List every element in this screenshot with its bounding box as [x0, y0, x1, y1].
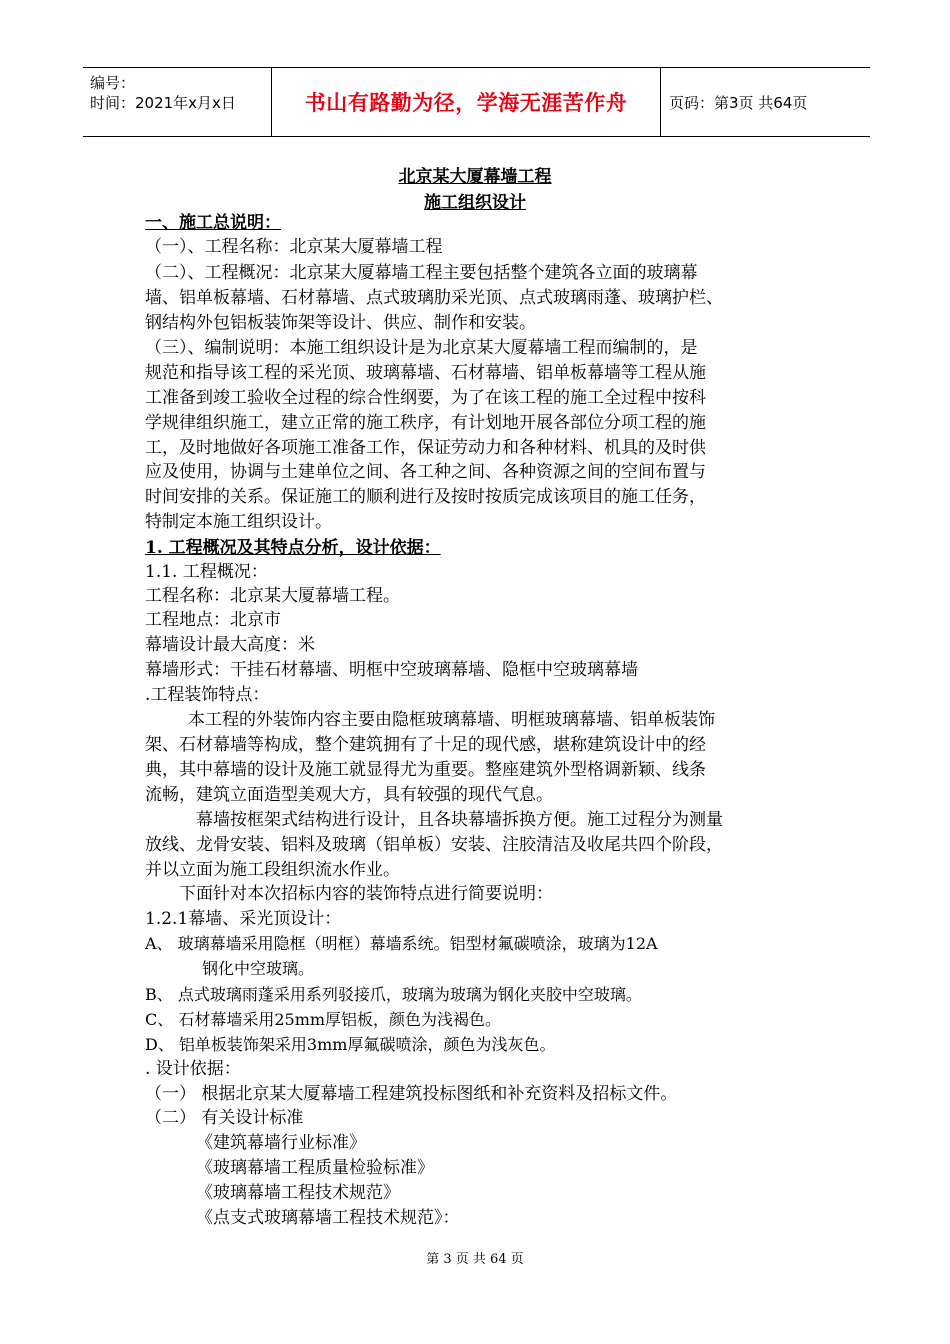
body-line: 流畅，建筑立面造型美观大方，具有较强的现代气息。: [145, 785, 553, 805]
body-line: 典，其中幕墙的设计及施工就显得尤为重要。整座建筑外型格调新颖、线条: [145, 760, 706, 780]
body-line: （二）、工程概况：北京某大厦幕墙工程主要包括整个建筑各立面的玻璃幕: [145, 263, 698, 283]
page-header: [83, 67, 870, 137]
body-line: （三）、编制说明：本施工组织设计是为北京某大厦幕墙工程而编制的，是: [145, 338, 698, 358]
body-line: （一）、工程名称：北京某大厦幕墙工程: [145, 237, 443, 257]
standard-item: 《玻璃幕墙工程技术规范》: [196, 1183, 400, 1203]
standard-item: 《点支式玻璃幕墙工程技术规范》：: [196, 1208, 460, 1228]
body-line: 时间安排的关系。保证施工的顺利进行及按时按质完成该项目的施工任务，: [145, 487, 706, 507]
body-line: 墙、铝单板幕墙、石材幕墙、点式玻璃肋采光顶、点式玻璃雨蓬、玻璃护栏、: [145, 288, 723, 308]
header-motto-cell: [272, 68, 661, 136]
body-line: 下面针对本次招标内容的装饰特点进行简要说明：: [179, 884, 553, 904]
body-line: （一） 根据北京某大厦幕墙工程建筑投标图纸和补充资料及招标文件。: [145, 1084, 678, 1104]
body-line: 并以立面为施工段组织流水作业。: [145, 860, 400, 880]
page-footer: 第 3 页 共 64 页: [426, 1252, 524, 1267]
document-number-label: 编号：: [90, 74, 136, 92]
standard-item: 《建筑幕墙行业标准》: [196, 1133, 366, 1153]
body-line: 架、石材幕墙等构成，整个建筑拥有了十足的现代感，堪称建筑设计中的经: [145, 735, 706, 755]
section-heading-general: 一、施工总说明：: [145, 213, 281, 233]
header-page-info: 页码：第3页 共64页: [669, 93, 808, 112]
document-title: 北京某大厦幕墙工程: [398, 167, 552, 187]
body-line: 1.2.1幕墙、采光顶设计：: [145, 909, 342, 929]
body-line: 幕墙按框架式结构进行设计，且各块幕墙拆换方便。施工过程分为测量: [196, 810, 723, 830]
body-line: 幕墙设计最大高度：米: [145, 635, 315, 655]
body-line: 规范和指导该工程的采光顶、玻璃幕墙、石材幕墙、铝单板幕墙等工程从施: [145, 363, 706, 383]
body-line: 应及使用，协调与土建单位之间、各工种之间、各种资源之间的空间布置与: [145, 462, 706, 482]
list-item: B、 点式玻璃雨蓬采用系列驳接爪，玻璃为玻璃为钢化夹胶中空玻璃。: [145, 985, 642, 1004]
list-item: D、 铝单板装饰架采用3mm厚氟碳喷涂，颜色为浅灰色。: [145, 1035, 556, 1054]
section-heading-overview: 1. 工程概况及其特点分析，设计依据：: [145, 538, 441, 558]
document-date: 时间：2021年x月x日: [90, 94, 236, 112]
standard-item: 《玻璃幕墙工程质量检验标准》: [196, 1158, 434, 1178]
list-item: C、 石材幕墙采用25mm厚铝板，颜色为浅褐色。: [145, 1010, 502, 1029]
body-line: （二） 有关设计标准: [145, 1108, 304, 1128]
body-line: 放线、龙骨安装、铝料及玻璃（铝单板）安装、注胶清洁及收尾共四个阶段，: [145, 835, 723, 855]
body-line: 工，及时地做好各项施工准备工作，保证劳动力和各种材料、机具的及时供: [145, 438, 706, 458]
body-line: 幕墙形式：干挂石材幕墙、明框中空玻璃幕墙、隐框中空玻璃幕墙: [145, 660, 638, 680]
body-line: 工程名称：北京某大厦幕墙工程。: [145, 586, 400, 606]
body-line: 工准备到竣工验收全过程的综合性纲要，为了在该工程的施工全过程中按科: [145, 388, 706, 408]
body-line: 学规律组织施工，建立正常的施工秩序，有计划地开展各部位分项工程的施: [145, 413, 706, 433]
body-line: 特制定本施工组织设计。: [145, 512, 332, 532]
list-item: A、 玻璃幕墙采用隐框（明框）幕墙系统。铝型材氟碳喷涂，玻璃为12A: [145, 934, 658, 953]
body-line: 本工程的外装饰内容主要由隐框玻璃幕墙、明框玻璃幕墙、铝单板装饰: [188, 710, 715, 730]
document-subtitle: 施工组织设计: [424, 193, 526, 213]
header-motto: 书山有路勤为径，学海无涯苦作舟: [304, 91, 628, 115]
body-line: 1.1. 工程概况：: [145, 562, 268, 582]
body-line: 工程地点：北京市: [145, 610, 281, 630]
body-line: . 设计依据：: [145, 1059, 241, 1079]
header-meta: [83, 68, 272, 136]
list-item-continuation: 钢化中空玻璃。: [202, 959, 315, 978]
body-line: 钢结构外包铝板装饰架等设计、供应、制作和安装。: [145, 313, 536, 333]
body-line: .工程装饰特点：: [145, 685, 270, 705]
